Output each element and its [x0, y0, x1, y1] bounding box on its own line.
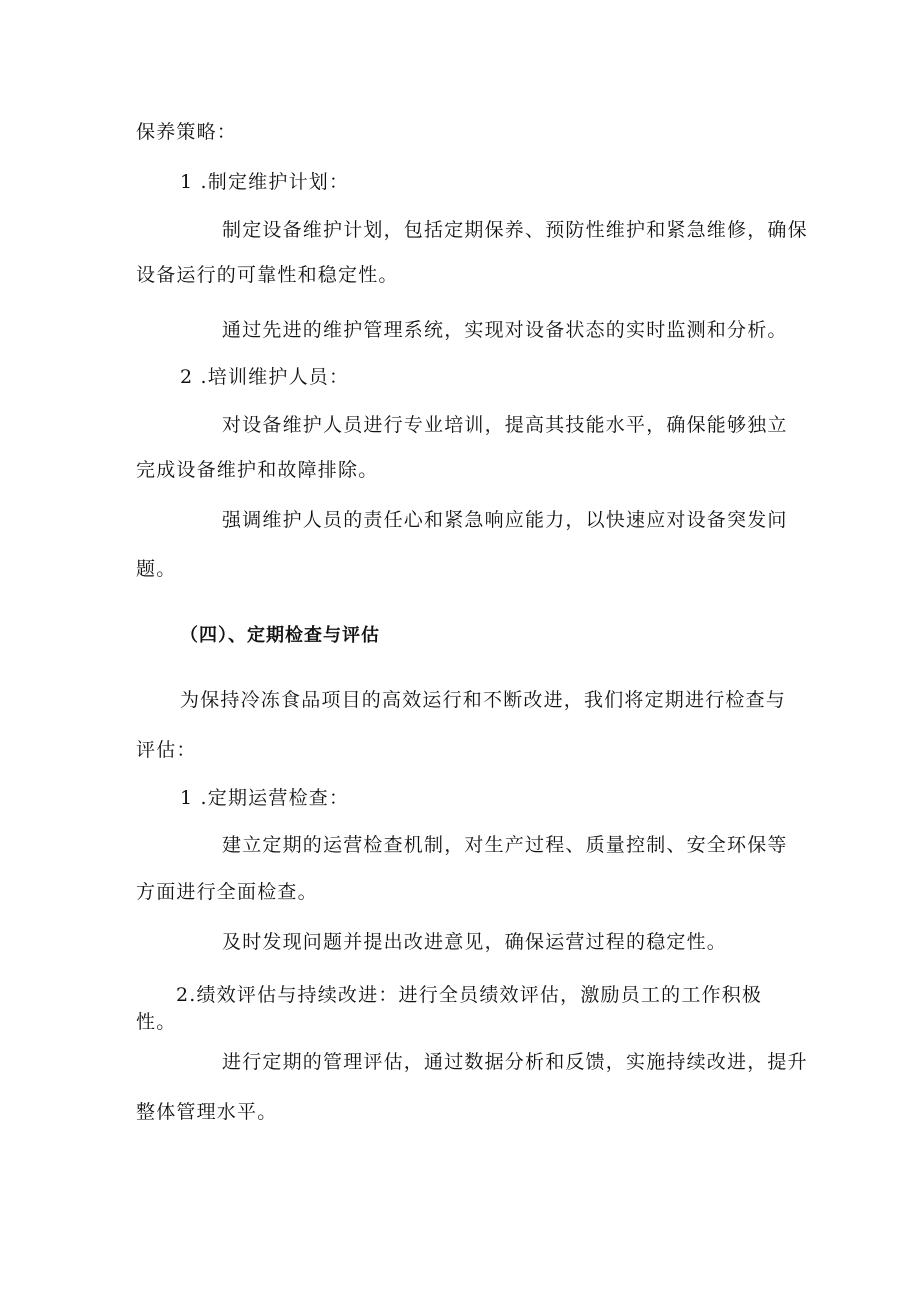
item2-paragraph1-line1: 对设备维护人员进行专业培训，提高其技能水平，确保能够独立 — [222, 414, 788, 436]
item2-title: 2 .培训维护人员： — [180, 366, 350, 388]
section4-item1-paragraph1-line2: 方面进行全面检查。 — [136, 881, 318, 903]
section4-item2-paragraph2-line1: 进行定期的管理评估，通过数据分析和反馈，实施持续改进，提升 — [222, 1051, 808, 1073]
section4-item1-paragraph2: 及时发现问题并提出改进意见，确保运营过程的稳定性。 — [222, 931, 728, 953]
item1-paragraph1-line2: 设备运行的可靠性和稳定性。 — [136, 264, 399, 286]
section4-heading: （四）、定期检查与评估 — [180, 625, 380, 646]
item2-paragraph2-line2: 题。 — [136, 558, 177, 580]
section4-item2-line2: 性。 — [136, 1011, 177, 1033]
item1-paragraph1-line1: 制定设备维护计划，包括定期保养、预防性维护和紧急维修，确保 — [222, 219, 808, 241]
item2-paragraph2-line1: 强调维护人员的责任心和紧急响应能力，以快速应对设备突发问 — [222, 509, 788, 531]
section4-intro-line1: 为保持冷冻食品项目的高效运行和不断改进，我们将定期进行检查与 — [180, 689, 787, 711]
section4-intro-line2: 评估： — [136, 739, 197, 761]
section4-item2-line1: 2.绩效评估与持续改进：进行全员绩效评估，激励员工的工作积极 — [176, 984, 763, 1006]
section4-item1-paragraph1-line1: 建立定期的运营检查机制，对生产过程、质量控制、安全环保等 — [222, 834, 788, 856]
section4-item1-title: 1 .定期运营检查： — [180, 787, 350, 809]
item1-paragraph2: 通过先进的维护管理系统，实现对设备状态的实时监测和分析。 — [222, 319, 788, 341]
item1-title: 1 .制定维护计划： — [180, 171, 350, 193]
item2-paragraph1-line2: 完成设备维护和故障排除。 — [136, 459, 379, 481]
intro-tail: 保养策略： — [136, 121, 238, 143]
section4-item2-paragraph2-line2: 整体管理水平。 — [136, 1101, 278, 1123]
